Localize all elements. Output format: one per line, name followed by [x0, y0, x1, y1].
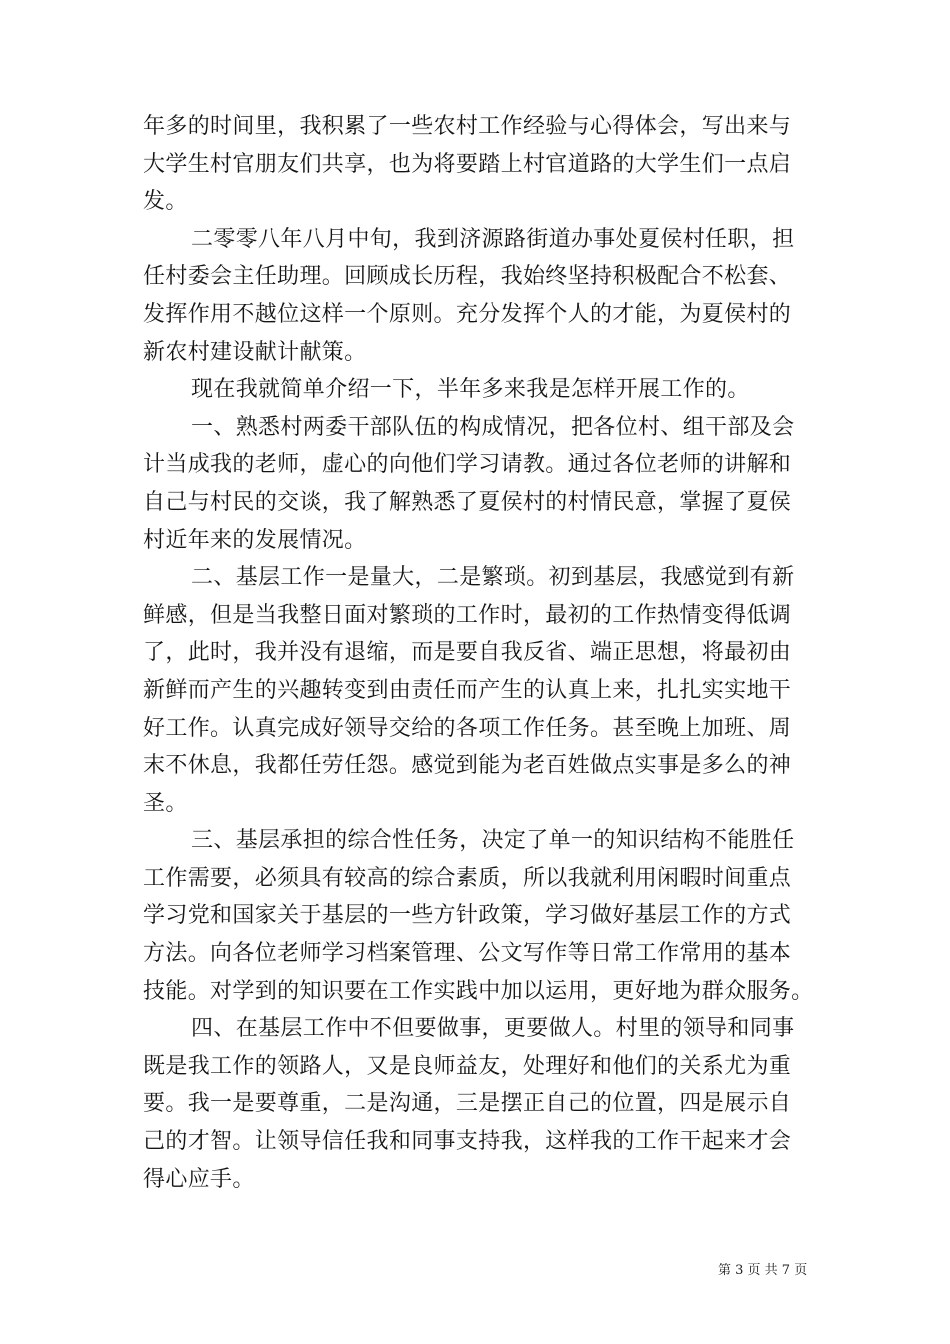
text-line: 年多的时间里，我积累了一些农村工作经验与心得体会，写出来与 [143, 114, 792, 139]
text-line: 村近年来的发展情况。 [143, 527, 367, 553]
text-line: 任村委会主任助理。回顾成长历程，我始终坚持积极配合不松套、 [143, 264, 792, 290]
text-line: 新农村建设献计献策。 [143, 339, 367, 365]
text-line: 发挥作用不越位这样一个原则。充分发挥个人的才能，为夏侯村的 [143, 301, 792, 327]
text-line: 得心应手。 [143, 1166, 255, 1192]
text-line: 圣。 [143, 790, 188, 816]
text-line: 既是我工作的领路人，又是良师益友，处理好和他们的关系尤为重 [143, 1053, 792, 1079]
paragraph-first-line: 三、基层承担的综合性任务，决定了单一的知识结构不能胜任 [191, 828, 795, 854]
paragraph-first-line: 一、熟悉村两委干部队伍的构成情况，把各位村、组干部及会 [191, 414, 795, 440]
text-line: 己的才智。让领导信任我和同事支持我，这样我的工作干起来才会 [143, 1129, 792, 1155]
paragraph-first-line: 现在我就简单介绍一下，半年多来我是怎样开展工作的。 [191, 377, 750, 403]
text-line: 计当成我的老师，虚心的向他们学习请教。通过各位老师的讲解和 [143, 452, 792, 478]
text-line: 好工作。认真完成好领导交给的各项工作任务。甚至晚上加班、周 [143, 715, 792, 741]
body-text [143, 108, 814, 1198]
text-line: 了，此时，我并没有退缩，而是要自我反省、端正思想，将最初由 [143, 640, 792, 666]
page-number: 第 3 页 共 7 页 [718, 1263, 808, 1278]
text-line: 工作需要，必须具有较高的综合素质，所以我就利用闲暇时间重点 [143, 865, 792, 891]
text-line: 自己与村民的交谈，我了解熟悉了夏侯村的村情民意，掌握了夏侯 [143, 489, 792, 515]
text-line: 技能。对学到的知识要在工作实践中加以运用，更好地为群众服务。 [143, 978, 814, 1004]
text-line: 发。 [143, 189, 188, 215]
paragraph-first-line: 四、在基层工作中不但要做事，更要做人。村里的领导和同事 [191, 1016, 795, 1042]
paragraph-first-line: 二零零八年八月中旬，我到济源路街道办事处夏侯村任职，担 [191, 226, 795, 252]
text-line: 鲜感，但是当我整日面对繁琐的工作时，最初的工作热情变得低调 [143, 602, 792, 628]
text-line: 要。我一是要尊重，二是沟通，三是摆正自己的位置，四是展示自 [143, 1091, 792, 1117]
text-line: 方法。向各位老师学习档案管理、公文写作等日常工作常用的基本 [143, 941, 792, 967]
text-line: 新鲜而产生的兴趣转变到由责任而产生的认真上来，扎扎实实地干 [143, 677, 792, 703]
text-line: 末不休息，我都任劳任怨。感觉到能为老百姓做点实事是多么的神 [143, 753, 792, 779]
text-line: 大学生村官朋友们共享，也为将要踏上村官道路的大学生们一点启 [143, 151, 792, 177]
paragraph-first-line: 二、基层工作一是量大，二是繁琐。初到基层，我感觉到有新 [191, 565, 795, 591]
document-body [143, 108, 814, 1198]
text-line: 学习党和国家关于基层的一些方针政策，学习做好基层工作的方式 [143, 903, 792, 929]
